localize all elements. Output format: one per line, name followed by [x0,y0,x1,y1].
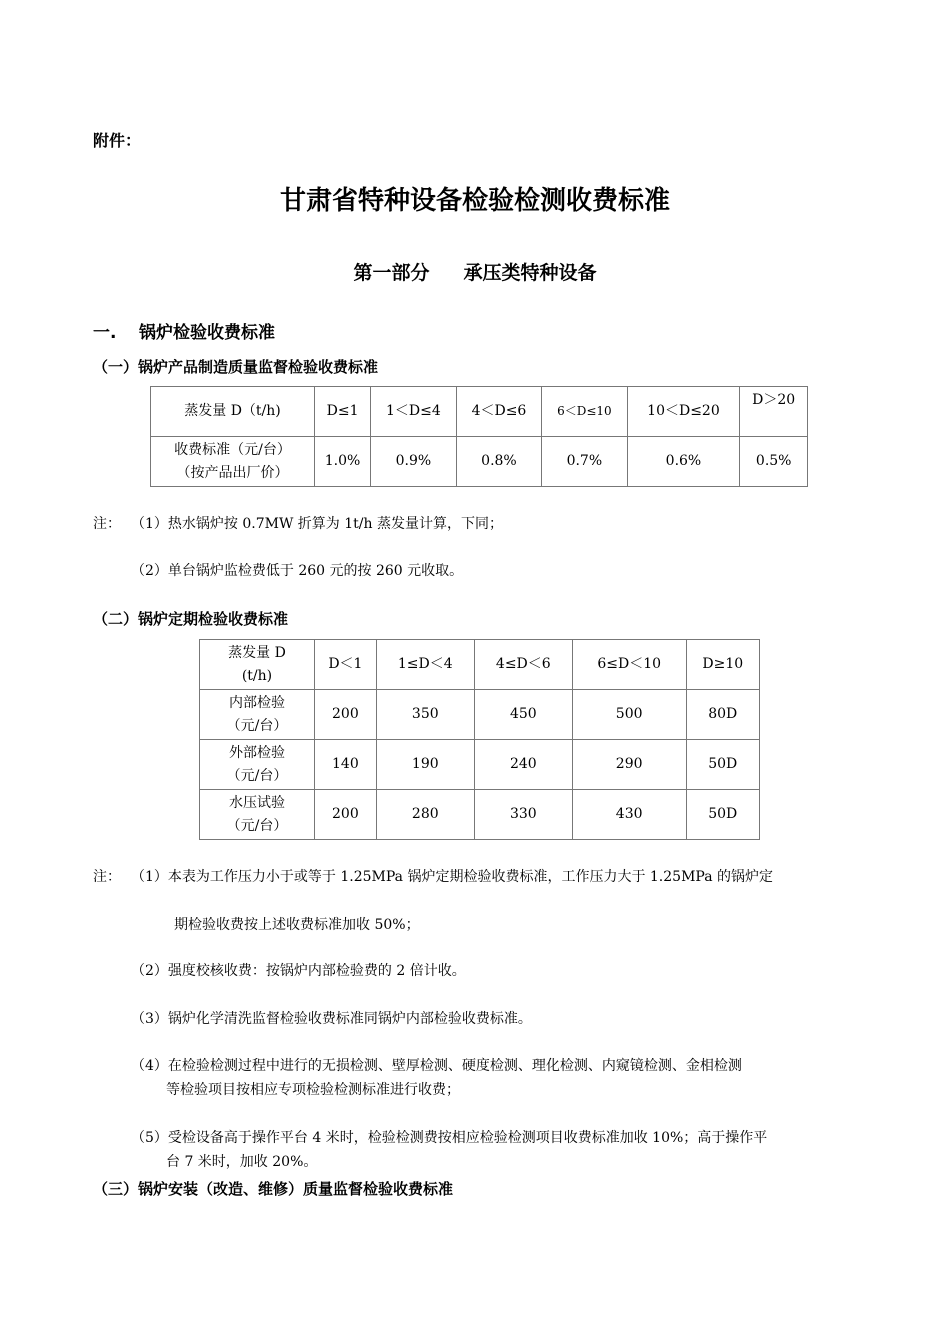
table-cell: 0.9% [371,437,457,487]
section-number: 一. [93,323,117,343]
table-cell: 0.5% [740,437,808,487]
table-cell: 1.0% [315,437,371,487]
row-label-line: （元/台） [226,717,288,734]
subsection-1-title: （一）锅炉产品制造质量监督检验收费标准 [93,358,379,376]
table-cell: 200 [315,790,377,840]
table-cell: 350 [376,690,474,740]
table-header-cell: 6≤D＜10 [572,640,686,690]
table-row-label [200,790,315,840]
table-header-cell: 1＜D≤4 [371,387,457,437]
note-prefix: 注： [93,869,121,885]
section-heading [93,318,275,343]
table-header-cell: D≥10 [686,640,759,690]
table-cell: 240 [474,740,572,790]
table-header-cell: 蒸发量 D（t/h) [151,387,315,437]
row-label-line: 收费标准（元/台） [174,441,291,458]
note-item-continuation: 台 7 米时，加收 20%。 [166,1154,318,1170]
part-heading [0,258,950,285]
note-item: （1）本表为工作压力小于或等于 1.25MPa 锅炉定期检验收费标准，工作压力大于 1.25MPa 的锅炉定 [131,869,773,885]
note-item-continuation: 期检验收费按上述收费标准加收 50%； [174,917,420,933]
note-item: （4）在检验检测过程中进行的无损检测、壁厚检测、硬度检测、理化检测、内窥镜检测、金相检测 [131,1058,742,1074]
table-cell: 80D [686,690,759,740]
part-number: 第一部分 [353,262,430,284]
table-cell: 500 [572,690,686,740]
table-cell: 140 [315,740,377,790]
table-cell: 0.6% [627,437,740,487]
header-label-line: 蒸发量 D [228,644,286,661]
table-row-label [151,437,315,487]
table-header-cell: D＜1 [315,640,377,690]
table-row [200,690,760,740]
table-cell: 200 [315,690,377,740]
header-label-line: (t/h) [241,667,273,684]
part-name: 承压类特种设备 [463,262,597,284]
table-row [151,437,808,487]
note-item: （2）强度校核收费：按锅炉内部检验费的 2 倍计收。 [131,963,466,979]
table-cell: 330 [474,790,572,840]
note-item: （1）热水锅炉按 0.7MW 折算为 1t/h 蒸发量计算，下同； [131,516,503,532]
table-header-cell: 6＜D≤10 [542,387,627,437]
table-cell: 450 [474,690,572,740]
table-header-cell: 4≤D＜6 [474,640,572,690]
row-label-line: 水压试验 [229,794,285,811]
table-cell: 280 [376,790,474,840]
note-item: （2）单台锅炉监检费低于 260 元的按 260 元收取。 [131,563,464,579]
table-cell: 290 [572,740,686,790]
table-header-cell: D≤1 [315,387,371,437]
periodic-inspection-fee-table [199,639,760,840]
row-label-line: （元/台） [226,817,288,834]
subsection-3-title: （三）锅炉安装（改造、维修）质量监督检验收费标准 [93,1180,454,1198]
subsection-2-title: （二）锅炉定期检验收费标准 [93,610,289,628]
attachment-label: 附件： [93,131,142,150]
note-item: （5）受检设备高于操作平台 4 米时，检验检测费按相应检验检测项目收费标准加收 10%；高于操作平 [131,1130,768,1146]
note-prefix: 注： [93,516,121,532]
table-row-label [200,690,315,740]
section-title: 锅炉检验收费标准 [139,323,275,343]
table-cell: 50D [686,740,759,790]
table-cell: 50D [686,790,759,840]
manufacture-fee-table [150,386,808,487]
table-cell: 0.8% [456,437,542,487]
row-label-line: （按产品出厂价） [176,464,289,481]
table-cell: 430 [572,790,686,840]
table-header-cell: 10＜D≤20 [627,387,740,437]
table-header-cell: D＞20 [740,387,808,437]
table-cell: 190 [376,740,474,790]
row-label-line: 外部检验 [229,744,285,761]
note-item-continuation: 等检验项目按相应专项检验检测标准进行收费； [166,1082,460,1098]
page-title: 甘肃省特种设备检验检测收费标准 [279,186,670,216]
row-label-line: （元/台） [226,767,288,784]
table-row-label [200,740,315,790]
table-header-cell [200,640,315,690]
table-cell: 0.7% [542,437,627,487]
row-label-line: 内部检验 [229,694,285,711]
table-header-cell: 1≤D＜4 [376,640,474,690]
table-header-cell: 4＜D≤6 [456,387,542,437]
table-row [200,740,760,790]
table-row [200,790,760,840]
table-header-row [151,387,808,437]
table-header-row [200,640,760,690]
note-item: （3）锅炉化学清洗监督检验收费标准同锅炉内部检验收费标准。 [131,1011,532,1027]
